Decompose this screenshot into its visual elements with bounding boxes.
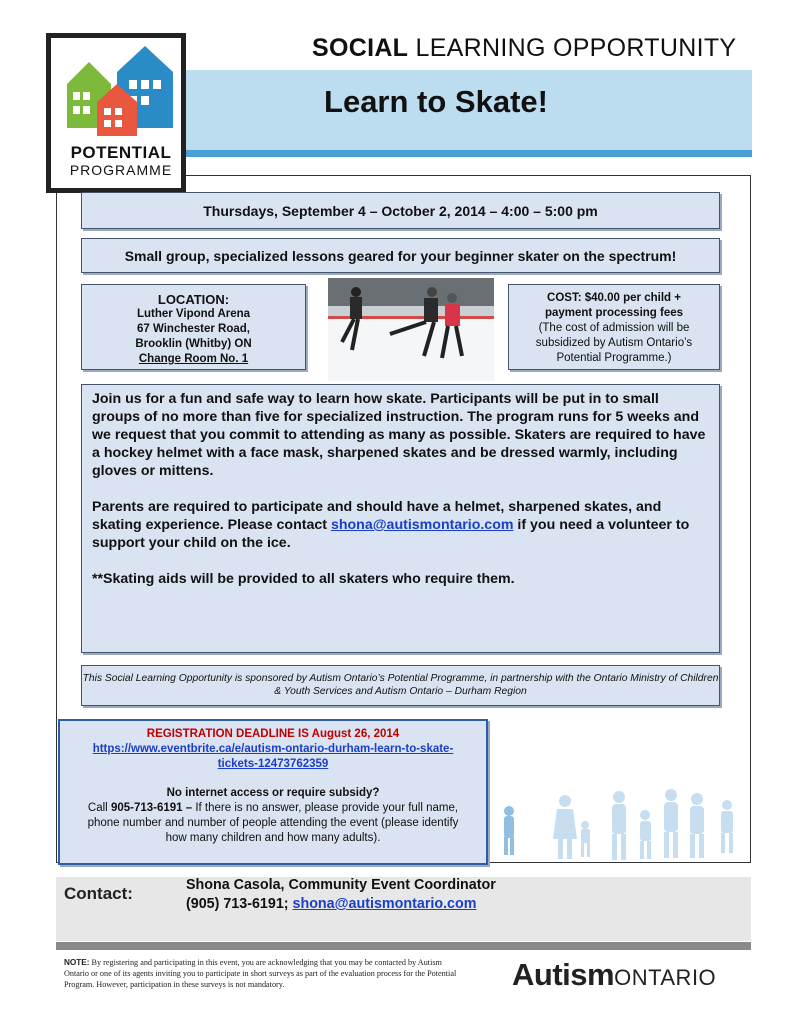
location-line: Luther Vipond Arena [136,308,251,320]
flyer-heading [312,34,757,63]
footer-rule [56,942,751,950]
houses-icon [59,44,177,142]
location-heading: LOCATION: [157,292,230,307]
description-paragraph: Join us for a fun and safe way to learn how skate. Participants will be put in to small groups of no more than five for specialized instruction. The program runs for 5 weeks and we request that you commit to attending as many as possible. Skaters are required to have a hockey helmet with a face mask, sharpened skates and be dressed warmly, including gloves or mittens. [92,391,706,479]
cost-value: : $40.00 per child + [577,292,681,304]
call-details: If there is no answer, please provide your full name, phone number and number of people attending the event (please identify how many children and how many adults). [87,802,459,844]
registration-link-cont[interactable]: tickets-12473762359 [217,758,329,770]
description-paragraph [92,498,709,552]
cost-line [509,291,719,306]
heading-bold: SOCIAL [312,34,409,62]
description-box [81,384,720,653]
logo-word-potential: POTENTIAL [70,143,172,162]
sponsor-box [81,665,720,706]
event-dates: Thursdays, September 4 – October 2, 2014 – 4:00 – 5:00 pm [203,202,598,219]
skating-aids-note: **Skating aids will be provided to all skaters who require them. [92,571,515,587]
contact-email-link[interactable]: shona@autismontario.com [292,896,477,912]
note-label: NOTE: [64,958,90,967]
survey-note [64,957,464,990]
skating-photo [328,278,494,381]
header-stripe [180,150,752,157]
contact-name: Shona Casola, Community Event Coordinator [186,877,496,893]
parents-text-end: if you need a volunteer to support your child on the ice. [92,517,690,551]
cost-note: subsidized by Autism Ontario’s [535,337,693,349]
logo-word-programme: PROGRAMME [69,162,173,178]
cost-note: Potential Programme.) [556,352,672,364]
event-title: Learn to Skate! [324,84,548,119]
date-box [81,192,720,229]
call-instructions [60,801,486,846]
registration-link[interactable]: https://www.eventbrite.ca/e/autism-ontario-durham-learn-to-skate- [92,743,454,755]
phone-number: 905-713-6191 – [110,802,193,814]
change-room: Change Room No. 1 [138,353,249,365]
contact-phone: (905) 713-6191; [186,896,293,912]
logo-ontario: ONTARIO [614,965,717,990]
content-frame-top [186,175,751,176]
location-line: Brooklin (Whitby) ON [135,338,252,350]
contact-label: Contact: [64,884,133,903]
potential-programme-logo [46,33,186,193]
registration-deadline: REGISTRATION DEADLINE IS August 26, 2014 [146,728,400,740]
people-silhouettes-icon [495,765,745,865]
logo-autism: Autism [512,957,615,992]
cost-note: (The cost of admission will be [538,322,690,334]
note-text: By registering and participating in this event, you are acknowledging that you may be contacted by Autism Ontario or one of its agents inviting you to participate in short surveys as part of the evaluation process for the Potential Program. However, participation in these surveys is not mandatory. [64,958,457,989]
no-internet-heading: No internet access or require subsidy? [166,787,380,799]
tagline: Small group, specialized lessons geared for your beginner skater on the spectrum! [124,247,677,264]
cost-box [508,284,720,370]
registration-box [58,719,488,865]
cost-fees: payment processing fees [544,307,684,319]
autism-ontario-logo [512,957,716,993]
heading-rest: LEARNING OPPORTUNITY [408,34,737,62]
contact-details [186,896,476,912]
email-link[interactable]: shona@autismontario.com [330,517,514,533]
location-box [81,284,306,370]
cost-label: COST [547,292,578,304]
call-prefix: Call [87,802,111,814]
location-line: 67 Winchester Road, [136,323,250,335]
parents-text: Parents are required to participate and should have a helmet, sharpened skates, and skating experience. Please contact [92,499,662,533]
sponsor-text: This Social Learning Opportunity is sponsored by Autism Ontario’s Potential Programme, in partnership with the Ontario Ministry of Children & Youth Services and Autism Ontario – Durham Region [82,673,719,697]
tagline-box [81,238,720,273]
